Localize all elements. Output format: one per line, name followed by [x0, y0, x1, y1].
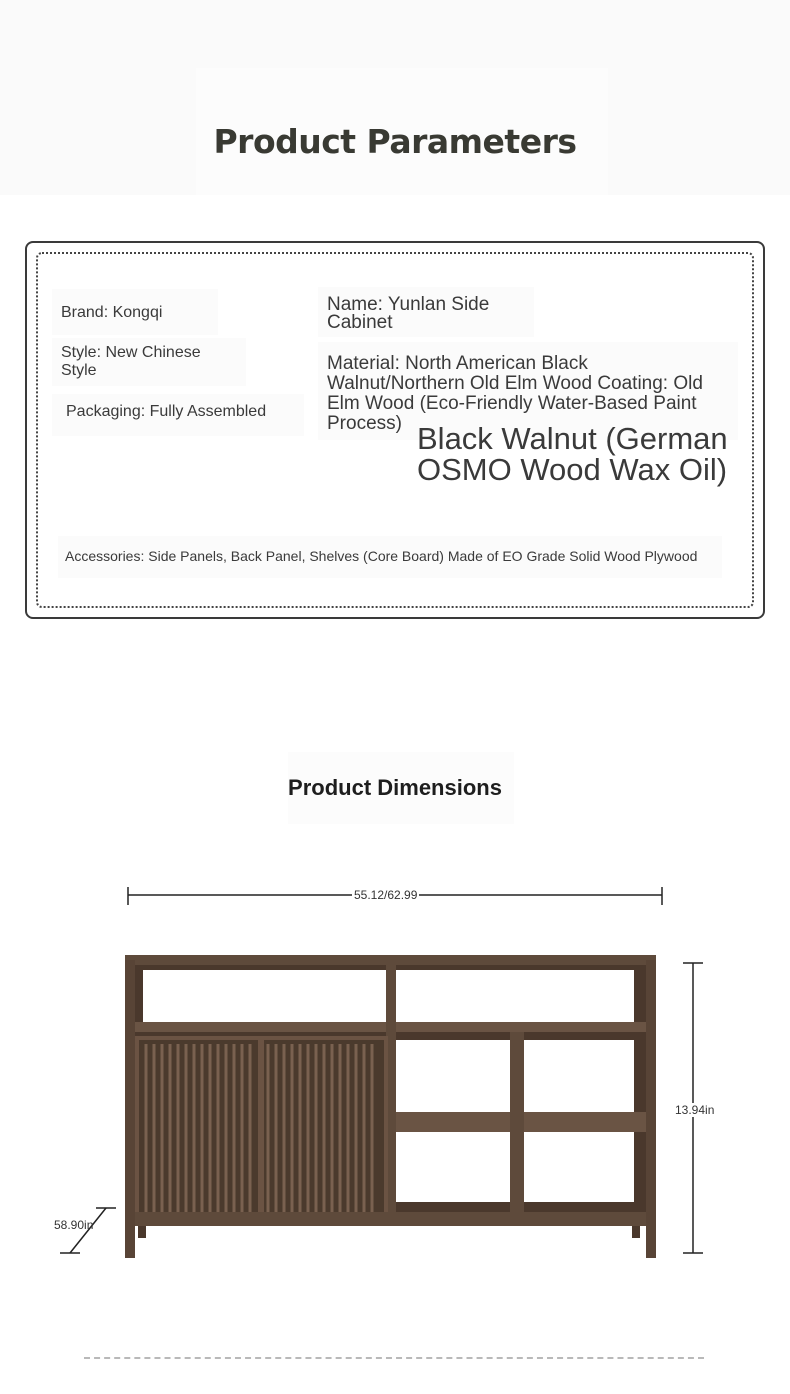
param-material: Material: North American Black Walnut/Northern Old Elm Wood Coating: Old Elm Wood (Eco-Friendly Water-Based Paint Process) — [327, 353, 703, 434]
param-name: Name: Yunlan Side Cabinet — [327, 294, 490, 333]
param-style: Style: New Chinese Style — [61, 344, 201, 379]
grid-opening-1 — [396, 1040, 510, 1112]
param-material-overlay: Black Walnut (German OSMO Wood Wax Oil) — [417, 421, 728, 487]
front-right-foot — [646, 1226, 656, 1258]
sliding-doors — [137, 1038, 386, 1218]
width-label: 55.12/62.99 — [354, 888, 418, 902]
grid-opening-3 — [396, 1132, 510, 1202]
front-left-foot — [125, 1226, 135, 1258]
cabinet — [125, 955, 656, 1258]
cabinet-top — [125, 955, 656, 965]
page-title: Product Parameters — [213, 122, 577, 161]
top-right-opening — [396, 970, 634, 1022]
dimensions-title: Product Dimensions — [288, 775, 502, 800]
param-brand: Brand: Kongqi — [61, 304, 163, 321]
top-left-opening — [143, 970, 386, 1022]
back-right-foot — [632, 1226, 640, 1238]
grid-divider — [510, 1032, 524, 1212]
bottom-divider — [84, 1357, 704, 1359]
back-left-foot — [138, 1226, 146, 1238]
grid-opening-4 — [524, 1132, 634, 1202]
bottom-rail — [135, 1212, 646, 1226]
depth-label: 58.90in — [54, 1218, 94, 1232]
height-label: 13.94in — [675, 1103, 715, 1117]
cabinet-right-post — [646, 960, 656, 1258]
param-packaging: Packaging: Fully Assembled — [66, 403, 267, 420]
param-accessories: Accessories: Side Panels, Back Panel, Shelves (Core Board) Made of EO Grade Solid Wood Plywood — [65, 548, 698, 564]
grid-opening-2 — [524, 1040, 634, 1112]
cabinet-left-post — [125, 960, 135, 1258]
